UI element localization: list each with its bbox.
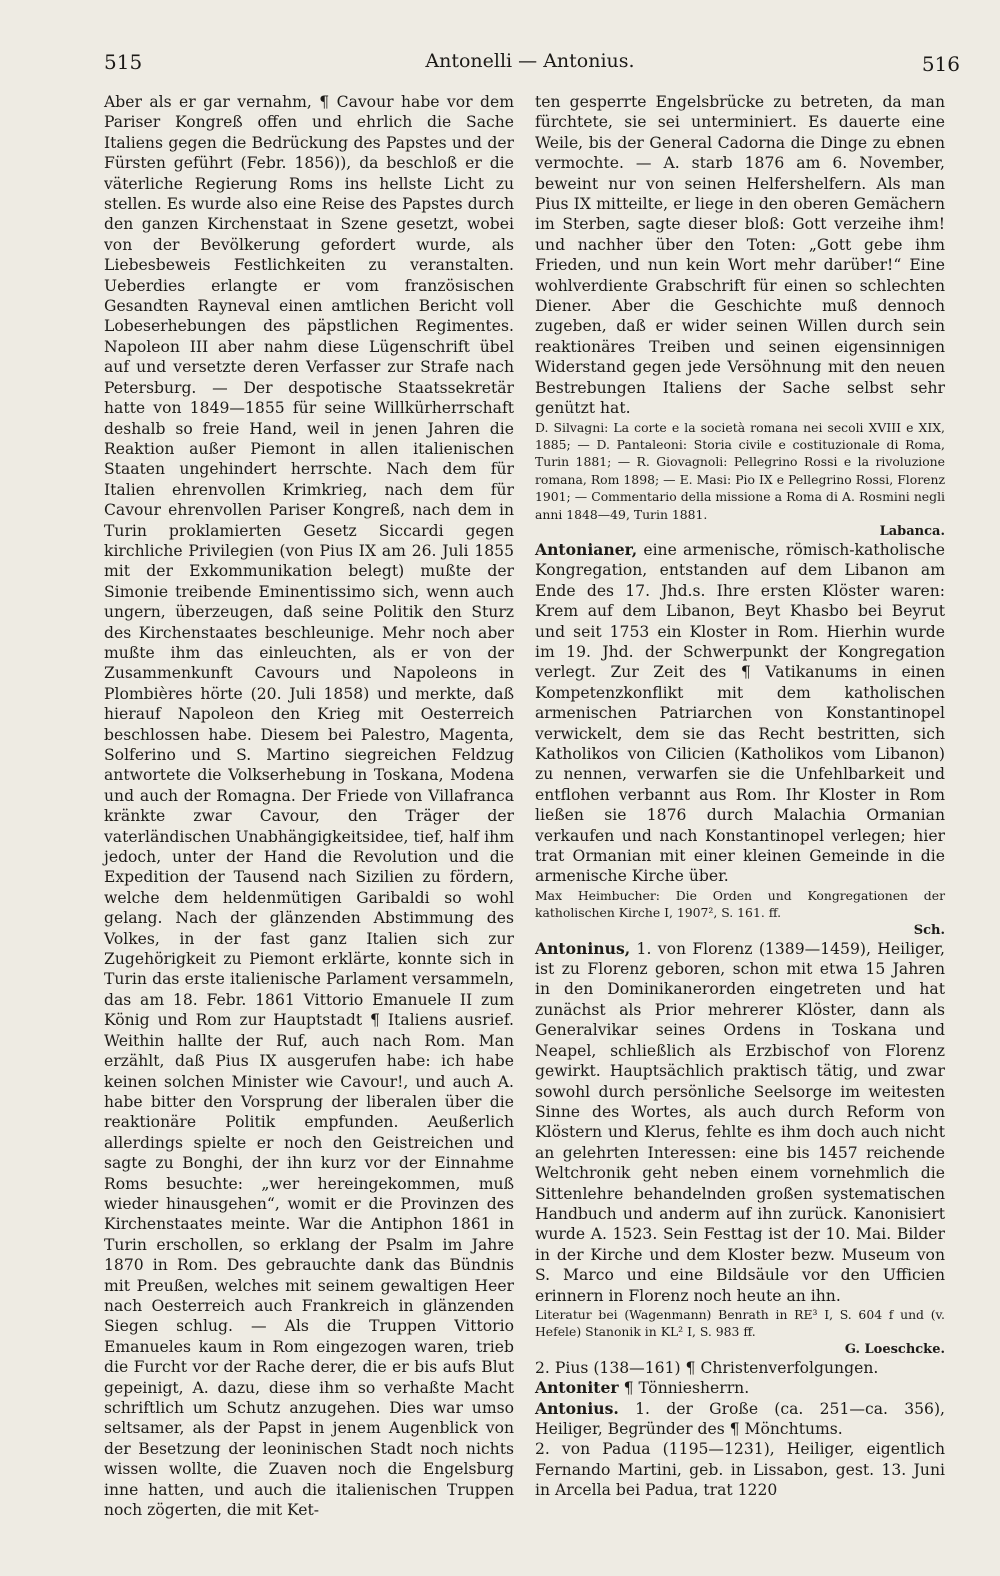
running-title: Antonelli — Antonius. bbox=[425, 50, 635, 72]
entry-heading: Antoniter bbox=[535, 1378, 619, 1398]
article-continuation: ten gesperrte Engelsbrücke zu betreten, da man fürchtete, sie sei unterminiert. Es dauerte eine Weile, bis der General Cadorna die Dinge zu ebnen vermochte. — A. starb 1876 am 6. November, beweint nur von seinen Helfershelfern. Als man Pius IX mitteilte, er liege in den oberen Gemächern im Sterben, sagte dieser bloß: Gott verzeihe ihm! und nachher über den Toten: „Gott gebe ihm Frieden, und nun kein Wort mehr darüber!“ Eine wohlverdiente Grabschrift für einen so schlechten Diener. Aber die Geschichte muß dennoch zugeben, daß er wider seinen Willen durch sein reaktionäres Treiben und seinen eigensinnigen Widerstand gegen jede Versöhnung mit den neuen Bestrebungen Italiens der Sache selbst sehr genützt hat. bbox=[535, 93, 945, 418]
entry-heading: Antonianer, bbox=[535, 539, 638, 559]
running-header bbox=[0, 50, 1000, 90]
entry-antoninus bbox=[535, 939, 945, 1306]
literature-antoninus: Literatur bei (Wagenmann) Benrath in RE³ I, S. 604 f und (v. Hefele) Stanonik in KL² I, S. 983 ff. bbox=[535, 1306, 945, 1340]
page-number-right: 516 bbox=[921, 52, 960, 76]
right-column bbox=[535, 92, 945, 1501]
left-column bbox=[104, 92, 514, 1520]
entry-antonius-padua: 2. von Padua (1195—1231), Heiliger, eigentlich Fernando Martini, geb. in Lissabon, gest. 13. Juni in Arcella bei Padua, trat 1220 bbox=[535, 1440, 945, 1500]
author-signature: G. Loeschcke. bbox=[844, 1341, 945, 1357]
entry-text: ¶ Tönniesherrn. bbox=[623, 1379, 750, 1398]
author-signature: Labanca. bbox=[879, 523, 945, 539]
entry-text: 1. von Florenz (1389—1459), Heiliger, ist zu Florenz geboren, schon mit etwa 15 Jahren in den Dominikanerorden eingetreten und hat zunächst als Prior mehrerer Klöster, dann als Generalvikar seines Ordens in Toskana und Neapel, schließlich als Erzbischof von Florenz gewirkt. Hauptsächlich praktisch tätig, und zwar sowohl durch persönliche Seelsorge im weitesten Sinne des Wortes, als auch durch Reform von Klöstern und Klerus, fehlte es ihm doch auch nicht an gelehrten Interessen: eine bis 1457 reichende Weltchronik geht neben einem vornehmlich die Sittenlehre behandelnden großen systematischen Handbuch und anderm auf ihn zurück. Kanonisiert wurde A. 1523. Sein Festtag ist der 10. Mai. Bilder in der Kirche und dem Kloster bezw. Museum von S. Marco und eine Bildsäule vor den Ufficien erinnern in Florenz noch heute an ihn. bbox=[535, 939, 945, 1305]
literature-antonelli: D. Silvagni: La corte e la società romana nei secoli XVIII e XIX, 1885; — D. Pantaleoni: Storia civile e costituzionale di Roma, Turin 1881; — R. Giovagnoli: Pellegrino Rossi e la rivoluzione romana, Rom 1898; — E. Masi: Pio IX e Pellegrino Rossi, Florenz 1901; — Commentario della missione a Roma di A. Rosmini negli anni 1848—49, Turin 1881. bbox=[535, 419, 945, 522]
author-signature: Sch. bbox=[913, 922, 945, 938]
entry-text: 1. der Große (ca. 251—ca. 356), Heiliger, Begründer des ¶ Mönchtums. bbox=[535, 1399, 945, 1438]
entry-heading: Antoninus, bbox=[535, 938, 631, 958]
entry-antonianer bbox=[535, 540, 945, 887]
entry-heading: Antonius. bbox=[535, 1398, 619, 1418]
entry-pius: 2. Pius (138—161) ¶ Christenverfolgungen. bbox=[535, 1358, 879, 1377]
page-number-left: 515 bbox=[104, 50, 143, 74]
entry-text: eine armenische, römisch-katholische Kongregation, entstanden auf dem Libanon am Ende des 17. Jhd.s. Ihre ersten Klöster waren: Krem auf dem Libanon, Beyt Khasbo bei Beyrut und seit 1753 ein Kloster in Rom. Hierhin wurde im 19. Jhd. der Schwerpunkt der Kongregation verlegt. Zur Zeit des ¶ Vatikanums in einen Kompetenzkonflikt mit dem katholischen armenischen Patriarchen von Konstantinopel verwickelt, dem sie das Recht bestritten, sich Katholikos von Cilicien (Katholikos vom Libanon) zu nennen, verwarfen sie die Unfehlbarkeit und entflohen verbannt aus Rom. Ihr Kloster in Rom ließen sie 1876 durch Malachia Ormanian verkaufen und nach Konstantinopel verlegen; hier trat Ormanian mit einer kleinen Gemeinde in die armenische Kirche über. bbox=[535, 540, 945, 886]
entry-antonius bbox=[535, 1399, 945, 1440]
entry-antoniter bbox=[535, 1378, 945, 1398]
literature-antonianer: Max Heimbucher: Die Orden und Kongregationen der katholischen Kirche I, 1907², S. 161. ff. bbox=[535, 887, 945, 921]
article-text: Aber als er gar vernahm, ¶ Cavour habe vor dem Pariser Kongreß offen und ehrlich die Sache Italiens gegen die Bedrückung des Papstes und der Fürsten geführt (Febr. 1856)), da beschloß er die väterliche Regierung Roms ins hellste Licht zu stellen. Es wurde also eine Reise des Papstes durch den ganzen Kirchenstaat in Szene gesetzt, wobei von der Bevölkerung gefordert wurde, als Liebesbeweis Festlichkeiten zu veranstalten. Ueberdies erlangte er vom französischen Gesandten Rayneval einen amtlichen Bericht voll Lobeserhebungen des päpstlichen Regimentes. Napoleon III aber nahm diese Lügenschrift übel auf und versetzte deren Verfasser zur Strafe nach Petersburg. — Der despotische Staatssekretär hatte von 1849—1855 für seine Willkürherrschaft deshalb so freie Hand, weil in jenen Jahren die Reaktion außer Piemont in allen italienischen Staaten ungehindert herrschte. Nach dem für Italien ehrenvollen Krimkrieg, nach dem für Cavour ehrenvollen Pariser Kongreß, nach dem in Turin proklamierten Gesetz Siccardi gegen kirchliche Privilegien (von Pius IX am 26. Juli 1855 mit der Exkommunikation belegt) mußte der Simonie treibende Eminentissimo sich, wenn auch ungern, überzeugen, daß seine Politik den Sturz des Kirchenstaates beschleunige. Mehr noch aber mußte ihm das einleuchten, als er von der Zusammenkunft Cavours und Napoleons in Plombières hörte (20. Juli 1858) und merkte, daß hierauf Napoleon den Krieg mit Oesterreich beschlossen habe. Diesem bei Palestro, Magenta, Solferino und S. Martino siegreichen Feldzug antwortete die Volkserhebung in Toskana, Modena und auch der Romagna. Der Friede von Villafranca kränkte zwar Cavour, den Träger der vaterländischen Unabhängigkeitsidee, tief, half ihm jedoch, unter der Hand die Revolution und die Expedition der Tausend nach Sizilien zu fördern, welche dem heldenmütigen Garibaldi so wohl gelang. Nach der glänzenden Abstimmung des Volkes, in der fast ganz Italien sich zur Zugehörigkeit zu Piemont erklärte, konnte sich in Turin das erste italienische Parlament versammeln, das am 18. Febr. 1861 Vittorio Emanuele II zum König und Rom zur Hauptstadt ¶ Italiens ausrief. Weithin hallte der Ruf, auch nach Rom. Man erzählt, daß Pius IX ausgerufen habe: ich habe keinen solchen Minister wie Cavour!, und auch A. habe bitter den Vorsprung der liberalen über die reaktionäre Politik empfunden. Aeußerlich allerdings spielte er noch den Geistreichen und sagte zu Bonghi, der ihn kurz vor der Einnahme Roms besuchte: „wer hereingekommen, muß wieder hinausgehen“, womit er die Provinzen des Kirchenstaates meinte. War die Antiphon 1861 in Turin erschollen, so erklang der Psalm im Jahre 1870 in Rom. Des gebrauchte dank das Bündnis mit Preußen, welches mit seinem gewaltigen Heer nach Oesterreich auch Frankreich in glänzenden Siegen schlug. — Als die Truppen Vittorio Emanueles kaum in Rom eingezogen waren, trieb die Furcht vor der Rache derer, die er bis aufs Blut gepeinigt, A. dazu, diese ihm so verhaßte Macht schriftlich um Schutz anzugehen. Dies war umso seltsamer, als der Papst in jenem Augenblick von der Besetzung der leoninischen Stadt noch nichts wissen wollte, die Zuaven noch die Engelsburg inne hatten, und auch die italienischen Truppen noch zögerten, die mit Ket- bbox=[104, 93, 514, 1520]
